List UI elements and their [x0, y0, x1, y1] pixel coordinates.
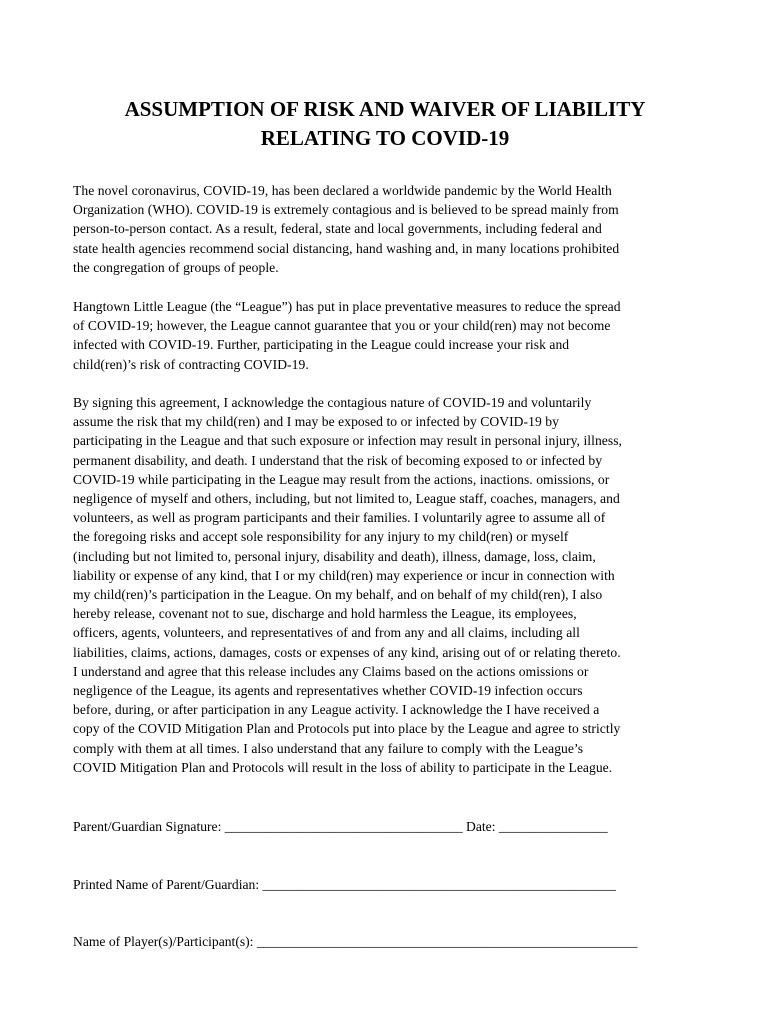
title-line-1: ASSUMPTION OF RISK AND WAIVER OF LIABILITY [124, 97, 646, 121]
paragraph-line: negligence of the League, its agents and representatives whether COVID-19 infection occurs [73, 683, 583, 699]
paragraph-line: before, during, or after participation in any League activity. I acknowledge the I have received a [73, 702, 600, 718]
paragraph-pandemic-notice [73, 181, 703, 277]
paragraph-line: the foregoing risks and accept sole responsibility for any injury to my child(ren) or myself [73, 529, 569, 545]
paragraph-agreement-terms [73, 393, 703, 777]
paragraph-line: volunteers, as well as program participants and their families. I voluntarily agree to assume all of [73, 510, 606, 526]
paragraph-line: my child(ren)’s participation in the League. On my behalf, and on behalf of my child(ren), I also [73, 587, 603, 603]
title-line-2: RELATING TO COVID-19 [260, 126, 510, 150]
participant-name-field[interactable]: Name of Player(s)/Participant(s): ________________________________________________________ [73, 934, 638, 949]
paragraph-league-measures [73, 297, 703, 374]
paragraph-line: liabilities, claims, actions, damages, costs or expenses of any kind, arising out of or relating thereto. [73, 644, 621, 660]
paragraph-line: negligence of myself and others, including, but not limited to, League staff, coaches, managers, and [73, 491, 620, 507]
paragraph-line: The novel coronavirus, COVID-19, has been declared a worldwide pandemic by the World Health [73, 183, 612, 198]
paragraph-line: state health agencies recommend social distancing, hand washing and, in many locations prohibited [73, 240, 620, 256]
paragraph-line: COVID-19 while participating in the League may result from the actions, inactions. omissions, or [73, 471, 610, 487]
paragraph-line: officers, agents, volunteers, and representatives of and from any and all claims, including all [73, 625, 580, 641]
document-title [60, 95, 710, 153]
paragraph-line: comply with them at all times. I also understand that any failure to comply with the League’s [73, 740, 584, 756]
paragraph-line: copy of the COVID Mitigation Plan and Protocols put into place by the League and agree to strictly [73, 721, 621, 737]
paragraph-line: I understand and agree that this release includes any Claims based on the actions omissions or [73, 663, 589, 679]
parent-signature-field[interactable]: Parent/Guardian Signature: ___________________________________ Date: ________________ [73, 819, 608, 834]
paragraph-line: participating in the League and that such exposure or infection may result in personal injury, illness, [73, 433, 622, 449]
paragraph-line: permanent disability, and death. I understand that the risk of becoming exposed to or infected by [73, 452, 603, 468]
paragraph-line: infected with COVID-19. Further, participating in the League could increase your risk and [73, 337, 570, 353]
paragraph-line: By signing this agreement, I acknowledge the contagious nature of COVID-19 and voluntarily [73, 395, 592, 410]
paragraph-line: (including but not limited to, personal injury, disability and death), illness, damage, loss, claim, [73, 548, 596, 564]
paragraph-line: hereby release, covenant not to sue, discharge and hold harmless the League, its employees, [73, 606, 577, 622]
paragraph-line: Organization (WHO). COVID-19 is extremely contagious and is believed to be spread mainly from [73, 202, 619, 218]
paragraph-line: person-to-person contact. As a result, federal, state and local governments, including federal and [73, 221, 602, 237]
paragraph-line: of COVID-19; however, the League cannot guarantee that you or your child(ren) may not become [73, 318, 611, 334]
paragraph-line: Hangtown Little League (the “League”) has put in place preventative measures to reduce the spread [73, 299, 621, 314]
paragraph-line: assume the risk that my child(ren) and I may be exposed to or infected by COVID-19 by [73, 414, 559, 430]
paragraph-line: COVID Mitigation Plan and Protocols will result in the loss of ability to participate in the League. [73, 759, 613, 775]
printed-name-field[interactable]: Printed Name of Parent/Guardian: ____________________________________________________ [73, 877, 616, 892]
paragraph-line: child(ren)’s risk of contracting COVID-19. [73, 356, 309, 372]
paragraph-line: liability or expense of any kind, that I or my child(ren) may experience or incur in connection with [73, 567, 615, 583]
paragraph-line: the congregation of groups of people. [73, 259, 279, 275]
